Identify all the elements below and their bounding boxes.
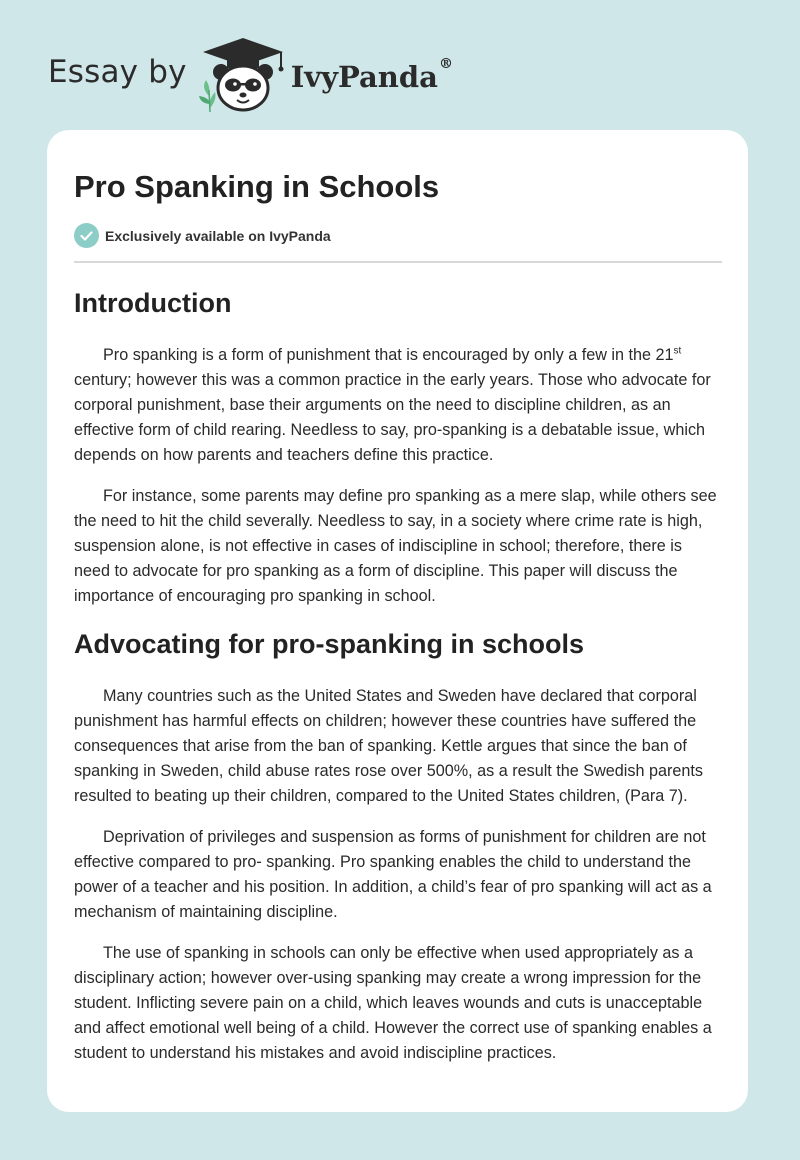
registered-mark: ®: [438, 56, 453, 72]
title-divider: [74, 261, 722, 263]
brand-header: [48, 34, 453, 114]
section-introduction: [74, 287, 722, 609]
ordinal-suffix: st: [673, 345, 682, 357]
section-heading: Advocating for pro-spanking in schools: [74, 628, 585, 659]
brand-prefix: Essay by: [48, 54, 187, 90]
exclusive-badge: [74, 223, 722, 248]
essay-card: [47, 130, 748, 1112]
exclusive-label: Exclusively available on IvyPanda: [105, 227, 331, 244]
paragraph: The use of spanking in schools can only be effective when used appropriately as a disciplinary action; however over-using spanking may create a wrong impression for the student. Inflicting severe pain on a child, which leaves wounds and cuts is unacceptable and affect emotional well being of a child. However the correct use of spanking enables a student to understand his mistakes and avoid indiscipline practices.: [74, 943, 712, 1062]
essay-title: Pro Spanking in Schools: [74, 169, 440, 204]
paragraph-text: Pro spanking is a form of punishment that is encouraged by only a few in the 21: [103, 345, 674, 364]
brand-name-text: IvyPanda: [290, 60, 438, 94]
paragraph: [74, 343, 722, 468]
panda-logo-icon[interactable]: [197, 34, 289, 114]
paragraph: For instance, some parents may define pro spanking as a mere slap, while others see the need to hit the child severally. Needless to say, in a society where crime rate is high, suspension alone, is not effective in cases of indiscipline in school; therefore, there is need to advocate for pro spanking as a form of discipline. This paper will discuss the importance of encouraging pro spanking in school.: [74, 486, 717, 605]
check-icon: [74, 223, 99, 248]
paragraph: Deprivation of privileges and suspension as forms of punishment for children are not effective compared to pro- spanking. Pro spanking enables the child to understand the power of a teacher and his position. In addition, a child’s fear of pro spanking will act as a mechanism of maintaining discipline.: [74, 827, 712, 921]
section-heading: Introduction: [74, 288, 232, 319]
paragraph-text: century; however this was a common practice in the early years. Those who advocate for corporal punishment, base their arguments on the need to discipline children, as an effective form of child rearing. Needless to say, pro-spanking is a debatable issue, which depends on how parents and teachers define this practice.: [74, 370, 711, 464]
paragraph: Many countries such as the United States and Sweden have declared that corporal punishment has harmful effects on children; however these countries have suffered the consequences that arise from the ban of spanking. Kettle argues that since the ban of spanking in Sweden, child abuse rates rose over 500%, as a result the Swedish parents resulted to beating up their children, compared to the United States children, (Para 7).: [74, 686, 703, 805]
section-advocating: [74, 628, 722, 1066]
brand-name: [290, 56, 453, 94]
